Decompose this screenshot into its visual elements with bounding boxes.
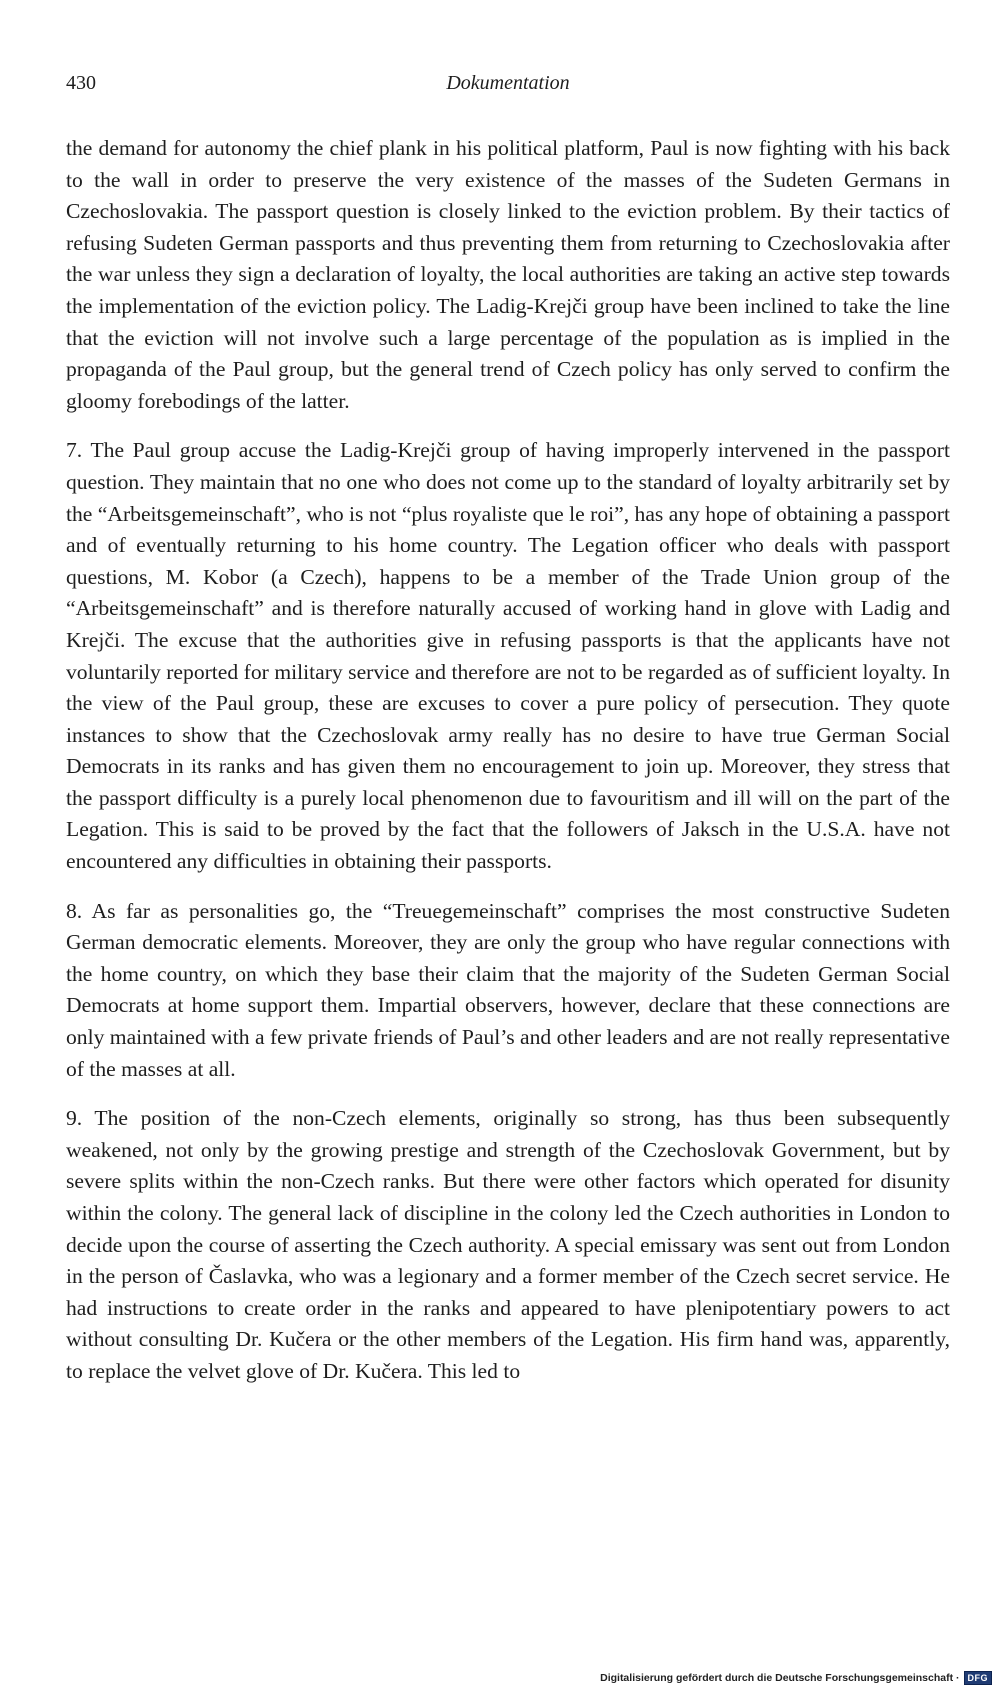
- page-number: 430: [66, 72, 96, 94]
- credit-text: Digitalisierung gefördert durch die Deutsche Forschungsgemeinschaft ·: [600, 1672, 960, 1684]
- paragraph-7: 7. The Paul group accuse the Ladig-Krejči group of having improperly intervened in the passport question. They maintain that no one who does not come up to the standard of loyalty arbitrarily set by the “Arbeitsgemeinschaft”, who is not “plus royaliste que le roi”, has any hope of obtaining a passport and of eventually returning to his home country. The Legation officer who deals with passport questions, M. Kobor (a Czech), happens to be a member of the Trade Union group of the “Arbeitsgemeinschaft” and is therefore naturally accused of working hand in glove with Ladig and Krejči. The excuse that the authorities give in refusing passports is that the applicants have not voluntarily reported for military service and therefore are not to be regarded as of sufficient loyalty. In the view of the Paul group, these are excuses to cover a pure policy of persecution. They quote instances to show that the Czechoslovak army really has no desire to have true German Social Democrats in its ranks and has given them no encouragement to join up. Moreover, they stress that the passport difficulty is a purely local phenomenon due to favouritism and ill will on the part of the Legation. This is said to be proved by the fact that the followers of Jaksch in the U.S.A. have not encountered any difficulties in obtaining their passports.: [66, 438, 950, 874]
- paragraph-9: 9. The position of the non-Czech elements, originally so strong, has thus been subsequently weakened, not only by the growing prestige and strength of the Czechoslovak Government, but by severe splits within the non-Czech ranks. But there were other factors which operated for disunity within the colony. The general lack of discipline in the colony led the Czech authorities in London to decide upon the course of asserting the Czech authority. A special emissary was sent out from London in the person of Časlavka, who was a legionary and a former member of the Czech secret service. He had instructions to create order in the ranks and appeared to have plenipotentiary powers to act without consulting Dr. Kučera or the other members of the Legation. His firm hand was, apparently, to replace the velvet glove of Dr. Kučera. This led to: [66, 1106, 950, 1383]
- running-title: Dokumentation: [446, 72, 570, 94]
- paragraph-8: 8. As far as personalities go, the “Treuegemeinschaft” comprises the most constructive Sudeten German democratic elements. Moreover, they are only the group who have regular connections with the home country, on which they base their claim that the majority of the Sudeten German Social Democrats at home support them. Impartial observers, however, declare that these connections are only maintained with a few private friends of Paul’s and other leaders and are not really representative of the masses at all.: [66, 898, 950, 1081]
- body-text: [66, 133, 950, 1406]
- dfg-logo: DFG: [964, 1671, 993, 1685]
- digitization-credit: [600, 1671, 992, 1685]
- page-header: [66, 72, 950, 102]
- paragraph-continuation: the demand for autonomy the chief plank in his political platform, Paul is now fighting with his back to the wall in order to preserve the very existence of the masses of the Sudeten Germans in Czechoslovakia. The passport question is closely linked to the eviction problem. By their tactics of refusing Sudeten German passports and thus preventing them from returning to Czechoslovakia after the war unless they sign a declaration of loyalty, the local authorities are taking an active step towards the implementation of the eviction policy. The Ladig-Krejči group have been inclined to take the line that the eviction will not involve such a large percentage of the population as is implied in the propaganda of the Paul group, but the general trend of Czech policy has only served to confirm the gloomy forebodings of the latter.: [66, 136, 950, 413]
